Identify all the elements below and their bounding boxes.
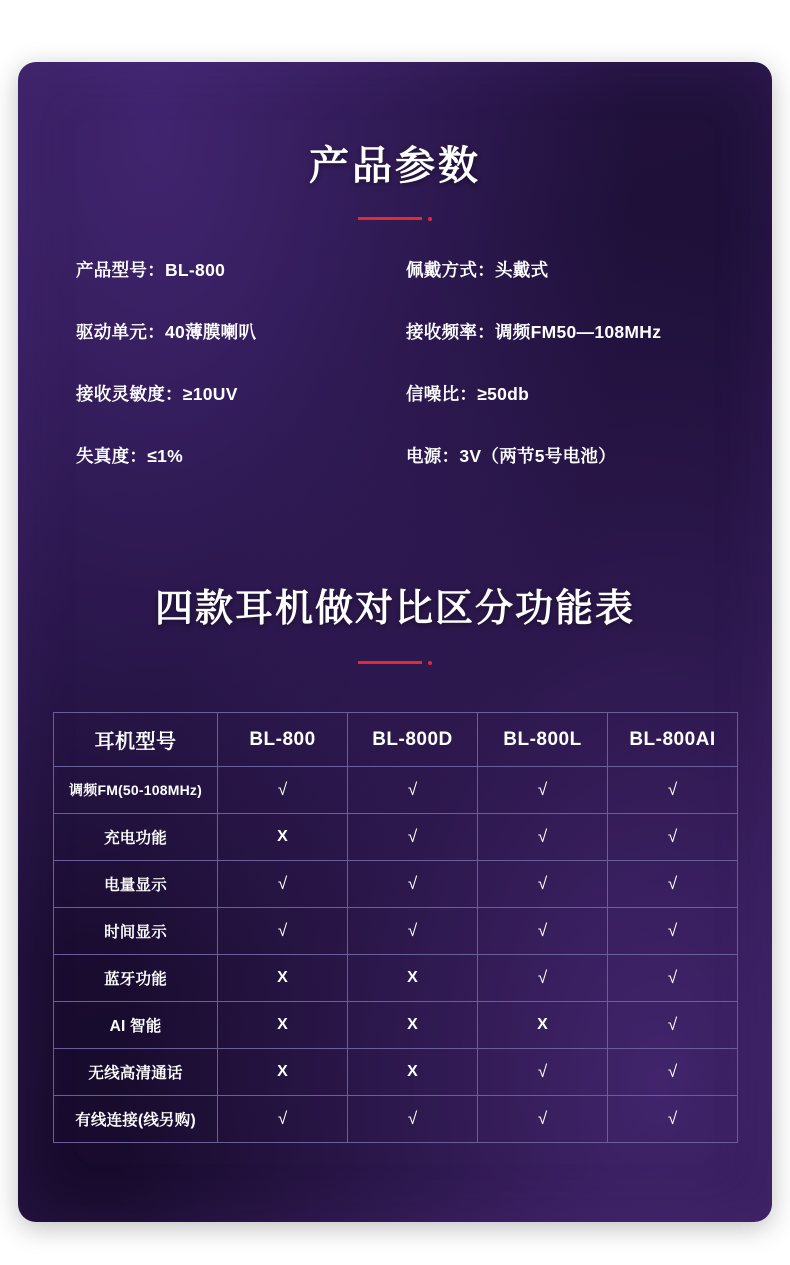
row-label-time-display: 时间显示 — [54, 908, 218, 955]
row-label-fm: 调频FM(50-108MHz) — [54, 767, 218, 814]
cell-bluetooth-bl800d: X — [348, 955, 478, 1002]
cell-ai-bl800l: X — [478, 1002, 608, 1049]
table-row — [54, 814, 738, 861]
cell-charging-bl800: X — [218, 814, 348, 861]
table-row — [54, 1096, 738, 1143]
row-label-charging: 充电功能 — [54, 814, 218, 861]
cell-time-bl800ai: √ — [608, 908, 738, 955]
spec-item-model: 产品型号：BL-800 — [76, 260, 226, 280]
table-body — [54, 767, 738, 1143]
spec-item-driver-unit: 驱动单元：40薄膜喇叭 — [76, 322, 257, 342]
row-label-ai: AI 智能 — [54, 1002, 218, 1049]
cell-ai-bl800: X — [218, 1002, 348, 1049]
title-divider-2 — [18, 654, 772, 664]
row-label-wired: 有线连接(线另购) — [54, 1096, 218, 1143]
comparison-table — [53, 712, 738, 1143]
divider-bar — [358, 661, 422, 664]
cell-bluetooth-bl800ai: √ — [608, 955, 738, 1002]
table-row — [54, 1002, 738, 1049]
table-row — [54, 955, 738, 1002]
cell-fm-bl800: √ — [218, 767, 348, 814]
cell-time-bl800l: √ — [478, 908, 608, 955]
page-title-product-parameters: 产品参数 — [309, 144, 481, 188]
cell-charging-bl800d: √ — [348, 814, 478, 861]
spec-item-distortion: 失真度：≤1% — [76, 446, 183, 466]
table-row — [54, 861, 738, 908]
cell-battery-bl800d: √ — [348, 861, 478, 908]
cell-ai-bl800d: X — [348, 1002, 478, 1049]
spec-item-wearing-style: 佩戴方式：头戴式 — [406, 260, 549, 280]
table-row — [54, 908, 738, 955]
table-header-row — [54, 713, 738, 767]
cell-ai-bl800ai: √ — [608, 1002, 738, 1049]
spec-item-frequency-range: 接收频率：调频FM50—108MHz — [406, 322, 662, 342]
cell-call-bl800ai: √ — [608, 1049, 738, 1096]
cell-fm-bl800d: √ — [348, 767, 478, 814]
table-header-bl800l: BL-800L — [478, 713, 608, 767]
table-header-model: 耳机型号 — [54, 713, 218, 767]
product-spec-card — [18, 62, 772, 1222]
cell-battery-bl800l: √ — [478, 861, 608, 908]
cell-time-bl800d: √ — [348, 908, 478, 955]
row-label-bluetooth: 蓝牙功能 — [54, 955, 218, 1002]
cell-battery-bl800ai: √ — [608, 861, 738, 908]
cell-call-bl800: X — [218, 1049, 348, 1096]
cell-battery-bl800: √ — [218, 861, 348, 908]
row-label-wireless-call: 无线高清通话 — [54, 1049, 218, 1096]
row-label-battery-display: 电量显示 — [54, 861, 218, 908]
spec-item-power-supply: 电源：3V（两节5号电池） — [406, 446, 617, 466]
cell-call-bl800d: X — [348, 1049, 478, 1096]
cell-charging-bl800ai: √ — [608, 814, 738, 861]
divider-dot — [428, 217, 432, 221]
table-header-bl800: BL-800 — [218, 713, 348, 767]
table-header — [54, 713, 738, 767]
page-title-comparison: 四款耳机做对比区分功能表 — [154, 588, 635, 630]
divider-bar — [358, 217, 422, 220]
spec-item-sensitivity: 接收灵敏度：≥10UV — [76, 384, 238, 404]
cell-wired-bl800d: √ — [348, 1096, 478, 1143]
cell-time-bl800: √ — [218, 908, 348, 955]
table-row — [54, 767, 738, 814]
cell-fm-bl800ai: √ — [608, 767, 738, 814]
spec-list — [76, 257, 716, 468]
spec-item-snr: 信噪比：≥50db — [406, 384, 530, 404]
cell-bluetooth-bl800: X — [218, 955, 348, 1002]
table-header-bl800d: BL-800D — [348, 713, 478, 767]
divider-dot — [428, 661, 432, 665]
cell-wired-bl800ai: √ — [608, 1096, 738, 1143]
cell-wired-bl800l: √ — [478, 1096, 608, 1143]
cell-wired-bl800: √ — [218, 1096, 348, 1143]
cell-bluetooth-bl800l: √ — [478, 955, 608, 1002]
cell-fm-bl800l: √ — [478, 767, 608, 814]
title-divider-1 — [18, 210, 772, 220]
cell-charging-bl800l: √ — [478, 814, 608, 861]
comparison-table-wrapper — [53, 712, 737, 1143]
table-row — [54, 1049, 738, 1096]
table-header-bl800ai: BL-800AI — [608, 713, 738, 767]
cell-call-bl800l: √ — [478, 1049, 608, 1096]
